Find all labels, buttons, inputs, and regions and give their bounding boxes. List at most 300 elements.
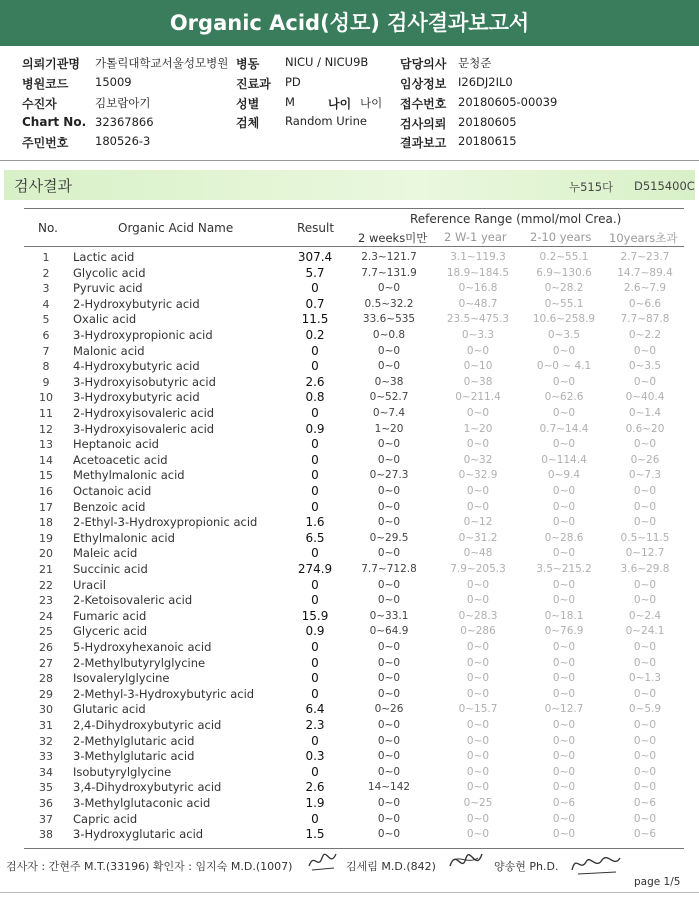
- ref-range-2-10y: 0~0: [552, 765, 576, 778]
- hospital-label: 의뢰기관명: [22, 57, 80, 71]
- acid-name: 3,4-Dihydroxybutyric acid: [73, 780, 222, 795]
- row-no: 13: [39, 438, 53, 452]
- ref-range-2-10y: 0~0: [552, 656, 576, 669]
- table-row: [0, 765, 699, 781]
- ref-range-2-10y: 0~18.1: [544, 609, 584, 622]
- ref-range-2-10y: 0~0: [552, 578, 576, 591]
- ref-range-over-10y: 0~0: [633, 734, 657, 747]
- result-value: 1.5: [305, 827, 325, 842]
- hosp-code-label: 병원코드: [22, 77, 69, 91]
- table-row: [0, 796, 699, 812]
- row-no: 3: [42, 282, 50, 296]
- ref-range-under-2w: 0~33.1: [369, 609, 409, 622]
- table-row: [0, 344, 699, 360]
- ref-range-2w-1y: 0~0: [466, 344, 490, 357]
- ref-range-under-2w: 0~0: [377, 360, 401, 373]
- table-row: [0, 484, 699, 500]
- ward-value: NICU / NICU9B: [285, 55, 369, 69]
- ref-range-under-2w: 0~0: [377, 344, 401, 357]
- ref-range-2w-1y: 0~0: [466, 578, 490, 591]
- col-name-header: Organic Acid Name: [118, 221, 234, 235]
- result-value: 0.9: [305, 624, 325, 639]
- section-code-1: 누515다: [569, 180, 614, 194]
- result-value: 0: [311, 452, 319, 467]
- ref-range-under-2w: 0~0: [377, 750, 401, 763]
- sex-label: 성별: [236, 97, 260, 111]
- table-row: [0, 500, 699, 516]
- ref-range-2-10y: 0~28.2: [544, 282, 584, 295]
- ref-range-under-2w: 0~0: [377, 547, 401, 560]
- ref-range-2w-1y: 0~0: [466, 672, 490, 685]
- result-value: 5.7: [305, 265, 325, 280]
- ref-col-1: 2 weeks미만: [358, 231, 428, 245]
- row-no: 16: [39, 485, 53, 498]
- ref-range-2w-1y: 0~12: [463, 516, 493, 529]
- result-value: 0: [311, 577, 319, 592]
- ref-range-over-10y: 0~0: [633, 375, 657, 388]
- table-row: [0, 468, 699, 484]
- table-row: [0, 375, 699, 391]
- result-value: 0: [311, 640, 319, 654]
- result-value: 0: [311, 437, 319, 452]
- table-row: [0, 515, 699, 531]
- col-result-header: Result: [297, 221, 335, 235]
- ref-range-2w-1y: 23.5~475.3: [446, 313, 510, 326]
- ref-range-under-2w: 0~0: [377, 641, 401, 653]
- specimen-label: 검체: [236, 116, 260, 130]
- doctor-label: 담당의사: [400, 57, 447, 71]
- result-value: 0: [311, 655, 319, 670]
- ref-range-header: Reference Range (mmol/mol Crea.): [410, 212, 622, 226]
- result-value: 11.5: [301, 312, 329, 327]
- ref-range-2w-1y: 0~0: [466, 407, 490, 419]
- table-row: [0, 749, 699, 765]
- ref-range-over-10y: 0~0: [633, 500, 657, 513]
- row-no: 25: [39, 625, 53, 639]
- ref-range-2-10y: 0~0: [552, 672, 576, 685]
- page-number: page 1/5: [634, 876, 681, 888]
- table-top-rule: [24, 208, 684, 209]
- ref-range-2w-1y: 0~0: [466, 781, 490, 794]
- ref-range-under-2w: 0~64.9: [369, 625, 409, 638]
- result-value: 0: [311, 671, 319, 686]
- acid-name: 2-Ethyl-3-Hydroxypropionic acid: [73, 515, 258, 530]
- table-row: [0, 656, 699, 672]
- ref-range-2-10y: 3.5~215.2: [536, 563, 592, 575]
- row-no: 36: [39, 797, 53, 810]
- ref-range-over-10y: 0~0: [633, 485, 657, 497]
- ref-range-2w-1y: 0~0: [466, 594, 490, 607]
- ref-range-under-2w: 0~0: [377, 438, 401, 451]
- table-row: [0, 422, 699, 438]
- result-value: 0: [311, 281, 319, 296]
- row-no: 12: [39, 422, 53, 436]
- ref-range-2-10y: 0~0: [552, 719, 576, 731]
- third-signer: 양송현 Ph.D.: [494, 860, 559, 873]
- ref-range-2-10y: 0~55.1: [544, 297, 584, 310]
- ref-range-2w-1y: 0~3.3: [461, 329, 495, 341]
- ref-range-2w-1y: 0~0: [466, 687, 490, 700]
- table-row: [0, 250, 699, 266]
- signature-2-icon: [446, 846, 486, 876]
- acid-name: Fumaric acid: [73, 608, 147, 623]
- ref-range-over-10y: 2.6~7.9: [623, 282, 667, 295]
- ref-range-under-2w: 0~0: [377, 734, 401, 747]
- ref-range-under-2w: 0~0: [377, 578, 401, 591]
- result-value: 0: [311, 593, 319, 608]
- second-signer: 김세림 M.D.(842): [346, 860, 436, 873]
- acid-name: Octanoic acid: [73, 484, 152, 498]
- ref-range-under-2w: 0~0: [377, 282, 401, 295]
- row-no: 5: [42, 313, 50, 327]
- table-row: [0, 312, 699, 328]
- col-no-header: No.: [38, 221, 58, 235]
- acid-name: Benzoic acid: [73, 499, 146, 514]
- table-row: [0, 702, 699, 718]
- acid-name: Succinic acid: [73, 562, 148, 576]
- ref-range-2-10y: 0~0: [552, 781, 576, 794]
- result-value: 2.3: [305, 718, 325, 732]
- table-row: [0, 671, 699, 687]
- row-no: 15: [39, 469, 53, 483]
- ref-range-under-2w: 0~0: [377, 812, 401, 825]
- ref-range-2w-1y: 7.9~205.3: [450, 563, 506, 575]
- ref-range-2w-1y: 0~0: [466, 765, 490, 778]
- table-row: [0, 266, 699, 282]
- result-value: 2.6: [305, 780, 325, 795]
- table-row: [0, 562, 699, 578]
- collector-label: 수진자: [22, 97, 57, 111]
- row-no: 6: [42, 329, 50, 342]
- ref-range-over-10y: 0~1.4: [628, 407, 662, 419]
- receipt-label: 접수번호: [400, 97, 447, 111]
- ref-range-2w-1y: 0~38: [463, 375, 493, 388]
- age-label: 나이: [328, 97, 352, 111]
- ref-range-2-10y: 0.2~55.1: [539, 251, 589, 263]
- ref-range-under-2w: 1~20: [374, 422, 404, 435]
- result-value: 0: [311, 406, 319, 420]
- ref-range-2-10y: 0~0: [552, 734, 576, 747]
- ref-range-under-2w: 0~7.4: [372, 407, 406, 419]
- acid-name: 3-Hydroxybutyric acid: [73, 390, 200, 405]
- ref-range-over-10y: 3.6~29.8: [620, 563, 670, 575]
- ref-range-2-10y: 0~0: [552, 641, 576, 653]
- acid-name: Uracil: [73, 577, 106, 592]
- result-value: 0: [311, 546, 319, 561]
- ref-range-2-10y: 0~0 ~ 4.1: [536, 360, 592, 373]
- ref-range-over-10y: 0~26: [630, 453, 660, 466]
- ref-range-over-10y: 0~0: [633, 438, 657, 451]
- ref-range-over-10y: 0~40.4: [625, 391, 665, 404]
- result-value: 274.9: [297, 562, 333, 576]
- ref-range-over-10y: 0~0: [633, 516, 657, 529]
- ref-range-under-2w: 0~0: [377, 656, 401, 669]
- dept-label: 진료과: [236, 77, 271, 91]
- table-row: [0, 780, 699, 796]
- row-no: 2: [42, 266, 50, 280]
- row-no: 24: [39, 609, 53, 623]
- ref-range-2w-1y: 0~0: [466, 828, 490, 841]
- ref-range-over-10y: 0~0: [633, 344, 657, 357]
- ref-range-under-2w: 14~142: [367, 781, 411, 794]
- acid-name: 3-Hydroxyglutaric acid: [73, 827, 204, 842]
- acid-name: Isovalerylglycine: [73, 671, 170, 686]
- signature-1-icon: [306, 848, 340, 874]
- acid-name: Oxalic acid: [73, 312, 137, 327]
- ref-range-under-2w: 0~0: [377, 828, 401, 841]
- row-no: 14: [39, 453, 53, 467]
- acid-name: Maleic acid: [73, 546, 138, 561]
- ref-range-over-10y: 0~0: [633, 750, 657, 763]
- ref-range-over-10y: 2.7~23.7: [620, 251, 670, 263]
- ref-range-2w-1y: 0~211.4: [455, 391, 501, 404]
- ref-range-over-10y: 0~0: [633, 656, 657, 669]
- table-header-rule: [24, 246, 684, 247]
- ref-range-under-2w: 0~0: [377, 485, 401, 497]
- ref-range-under-2w: 2.3~121.7: [361, 251, 417, 263]
- row-no: 8: [42, 360, 50, 374]
- row-no: 35: [39, 781, 53, 795]
- row-no: 34: [39, 765, 53, 779]
- result-value: 1.6: [305, 515, 325, 530]
- table-row: [0, 546, 699, 562]
- ref-range-over-10y: 0~6: [633, 828, 657, 841]
- acid-name: 2-Hydroxybutyric acid: [73, 296, 200, 311]
- ref-range-under-2w: 0~0: [377, 687, 401, 700]
- ref-range-2w-1y: 0~32.9: [458, 469, 498, 482]
- ref-range-2-10y: 0~0: [552, 500, 576, 513]
- table-row: [0, 453, 699, 469]
- acid-name: Malonic acid: [73, 343, 145, 358]
- ref-range-under-2w: 0~0: [377, 719, 401, 731]
- ref-range-under-2w: 0~29.5: [369, 531, 409, 544]
- ref-range-under-2w: 0~26: [374, 703, 404, 716]
- result-value: 2.6: [305, 374, 325, 389]
- acid-name: Ethylmalonic acid: [73, 530, 175, 545]
- ref-range-2w-1y: 0~48.7: [458, 297, 498, 310]
- ref-range-2-10y: 0~0: [552, 594, 576, 607]
- ref-range-2w-1y: 0~31.2: [458, 531, 498, 544]
- acid-name: 3-Hydroxyisobutyric acid: [73, 374, 216, 389]
- ref-range-2-10y: 0~0: [552, 828, 576, 841]
- ref-range-2w-1y: 3.1~119.3: [450, 251, 506, 263]
- section-code-2: D515400C: [634, 179, 695, 193]
- ref-range-2-10y: 0~3.5: [547, 329, 581, 341]
- ref-range-2w-1y: 0~0: [466, 734, 490, 747]
- result-value: 0.7: [305, 296, 325, 311]
- row-no: 29: [39, 687, 53, 701]
- ref-range-over-10y: 0~0: [633, 594, 657, 607]
- result-value: 0.8: [305, 390, 325, 405]
- sex-value: M: [285, 95, 295, 109]
- result-value: 1.9: [305, 796, 325, 810]
- hosp-code-value: 15009: [95, 75, 132, 89]
- row-no: 18: [39, 516, 53, 530]
- row-no: 22: [39, 578, 53, 592]
- ref-range-over-10y: 0~24.1: [625, 625, 665, 638]
- row-no: 33: [39, 750, 53, 764]
- dept-value: PD: [285, 75, 301, 89]
- row-no: 23: [39, 594, 53, 608]
- ref-range-under-2w: 7.7~712.8: [361, 563, 417, 575]
- report-value: 20180615: [458, 134, 517, 148]
- acid-name: 2-Hydroxyisovaleric acid: [73, 406, 215, 420]
- row-no: 38: [39, 828, 53, 842]
- table-row: [0, 281, 699, 297]
- ref-range-2-10y: 0~0: [552, 750, 576, 763]
- ref-range-under-2w: 0~0: [377, 453, 401, 466]
- ref-range-over-10y: 0~7.3: [628, 469, 662, 482]
- table-row: [0, 827, 699, 843]
- acid-name: Methylmalonic acid: [73, 468, 185, 483]
- acid-name: Capric acid: [73, 811, 138, 826]
- ref-range-2w-1y: 18.9~184.5: [446, 266, 510, 279]
- chart-value: 32367866: [95, 115, 154, 129]
- table-row: [0, 531, 699, 547]
- row-no: 10: [39, 391, 53, 405]
- doctor-value: 문청준: [458, 56, 492, 70]
- ref-range-under-2w: 0~0: [377, 594, 401, 607]
- ref-range-under-2w: 0~0: [377, 797, 401, 809]
- result-value: 0: [311, 468, 319, 483]
- ref-range-2w-1y: 0~286: [460, 625, 496, 638]
- ref-col-2: 2 W-1 year: [444, 230, 507, 244]
- row-no: 37: [39, 812, 53, 826]
- ref-range-2w-1y: 0~16.8: [458, 282, 498, 295]
- table-row: [0, 390, 699, 406]
- hospital-value: 가톨릭대학교서울성모병원: [95, 56, 229, 70]
- section-title: 검사결과: [14, 177, 72, 195]
- report-label: 결과보고: [400, 136, 447, 150]
- table-row: [0, 640, 699, 656]
- ref-range-under-2w: 0~0: [377, 672, 401, 685]
- result-value: 0: [311, 484, 319, 498]
- acid-name: Glycolic acid: [73, 265, 146, 280]
- ref-range-over-10y: 0.5~11.5: [620, 531, 670, 544]
- result-value: 0: [311, 343, 319, 358]
- acid-name: Glutaric acid: [73, 702, 146, 717]
- ref-range-2-10y: 10.6~258.9: [532, 313, 596, 326]
- acid-name: Lactic acid: [73, 250, 135, 264]
- ref-col-4: 10years초과: [609, 231, 678, 245]
- row-no: 4: [42, 297, 50, 311]
- acid-name: 4-Hydroxybutyric acid: [73, 359, 200, 374]
- request-label: 검사의뢰: [400, 117, 447, 131]
- age-value: 나이: [360, 96, 383, 110]
- row-no: 31: [39, 719, 53, 732]
- table-row: [0, 812, 699, 828]
- ref-range-over-10y: 0~0: [633, 687, 657, 700]
- ref-range-under-2w: 0~27.3: [369, 469, 409, 482]
- ref-range-2-10y: 0~76.9: [544, 625, 584, 638]
- ref-range-2-10y: 0~0: [552, 485, 576, 497]
- ref-range-over-10y: 14.7~89.4: [617, 266, 673, 279]
- ref-range-over-10y: 0.6~20: [625, 422, 665, 435]
- result-value: 0.3: [305, 749, 325, 764]
- acid-name: 2-Methylglutaric acid: [73, 733, 195, 748]
- result-value: 15.9: [301, 608, 329, 623]
- row-no: 9: [42, 375, 50, 389]
- ref-range-over-10y: 7.7~87.8: [620, 313, 670, 326]
- result-value: 0: [311, 811, 319, 826]
- result-value: 307.4: [297, 250, 333, 264]
- row-no: 27: [39, 656, 53, 670]
- result-value: 0: [311, 359, 319, 374]
- ref-range-under-2w: 0~38: [374, 375, 404, 388]
- resident-label: 주민번호: [22, 136, 69, 150]
- ref-range-over-10y: 0~12.7: [625, 547, 665, 560]
- ref-range-under-2w: 7.7~131.9: [361, 266, 417, 279]
- ref-range-over-10y: 0~3.5: [628, 360, 662, 373]
- ward-label: 병동: [236, 57, 260, 71]
- row-no: 19: [39, 531, 53, 545]
- ref-range-2-10y: 0~0: [552, 812, 576, 825]
- table-row: [0, 578, 699, 594]
- row-no: 11: [39, 407, 53, 420]
- ref-range-under-2w: 33.6~535: [362, 313, 416, 326]
- ref-range-under-2w: 0~0: [377, 516, 401, 529]
- ref-range-2-10y: 0~0: [552, 407, 576, 419]
- acid-name: 2,4-Dihydroxybutyric acid: [73, 718, 222, 732]
- ref-range-under-2w: 0~0.8: [372, 329, 406, 341]
- ref-range-over-10y: 0~0: [633, 781, 657, 794]
- specimen-value: Random Urine: [285, 114, 367, 128]
- ref-range-2-10y: 0~28.6: [544, 531, 584, 544]
- ref-range-2w-1y: 0~0: [466, 485, 490, 497]
- result-value: 0: [311, 764, 319, 779]
- clinical-value: I26DJ2IL0: [458, 75, 513, 89]
- ref-range-2w-1y: 0~0: [466, 641, 490, 653]
- row-no: 32: [39, 734, 53, 748]
- acid-name: 3-Methylglutaconic acid: [73, 796, 211, 810]
- acid-name: Pyruvic acid: [73, 281, 143, 296]
- ref-range-over-10y: 0~0: [633, 812, 657, 825]
- report-title: Organic Acid(성모) 검사결과보고서: [0, 0, 699, 46]
- row-no: 28: [39, 672, 53, 686]
- table-row: [0, 718, 699, 734]
- row-no: 1: [42, 251, 50, 264]
- result-value: 0: [311, 733, 319, 748]
- ref-range-2-10y: 0~114.4: [541, 453, 587, 466]
- resident-value: 180526-3: [95, 134, 151, 148]
- collector-value: 김보람아기: [95, 96, 151, 110]
- table-row: [0, 624, 699, 640]
- table-row: [0, 406, 699, 422]
- ref-range-2-10y: 0~62.6: [544, 391, 584, 404]
- ref-range-2w-1y: 0~48: [463, 547, 493, 560]
- ref-range-2-10y: 0~0: [552, 438, 576, 451]
- table-row: [0, 734, 699, 750]
- ref-range-2w-1y: 0~10: [463, 360, 493, 373]
- ref-range-over-10y: 0~5.9: [628, 703, 662, 716]
- row-no: 7: [42, 344, 50, 358]
- signature-3-icon: [568, 848, 624, 878]
- ref-range-over-10y: 0~0: [633, 578, 657, 591]
- ref-range-2-10y: 0~9.4: [547, 469, 581, 482]
- ref-col-3: 2-10 years: [530, 230, 592, 244]
- ref-range-over-10y: 0~0: [633, 719, 657, 731]
- ref-range-2-10y: 0~0: [552, 516, 576, 529]
- request-value: 20180605: [458, 115, 517, 129]
- ref-range-2-10y: 6.9~130.6: [536, 266, 592, 279]
- result-value: 6.4: [305, 702, 325, 717]
- acid-name: Acetoacetic acid: [73, 452, 168, 467]
- examiner-text: 검사자 : 간현주 M.T.(33196) 확인자 : 임지숙 M.D.(1007): [6, 860, 293, 873]
- table-row: [0, 328, 699, 344]
- ref-range-2w-1y: 0~25: [463, 797, 493, 809]
- divider: [0, 160, 699, 161]
- acid-name: Isobutyrylglycine: [73, 764, 172, 779]
